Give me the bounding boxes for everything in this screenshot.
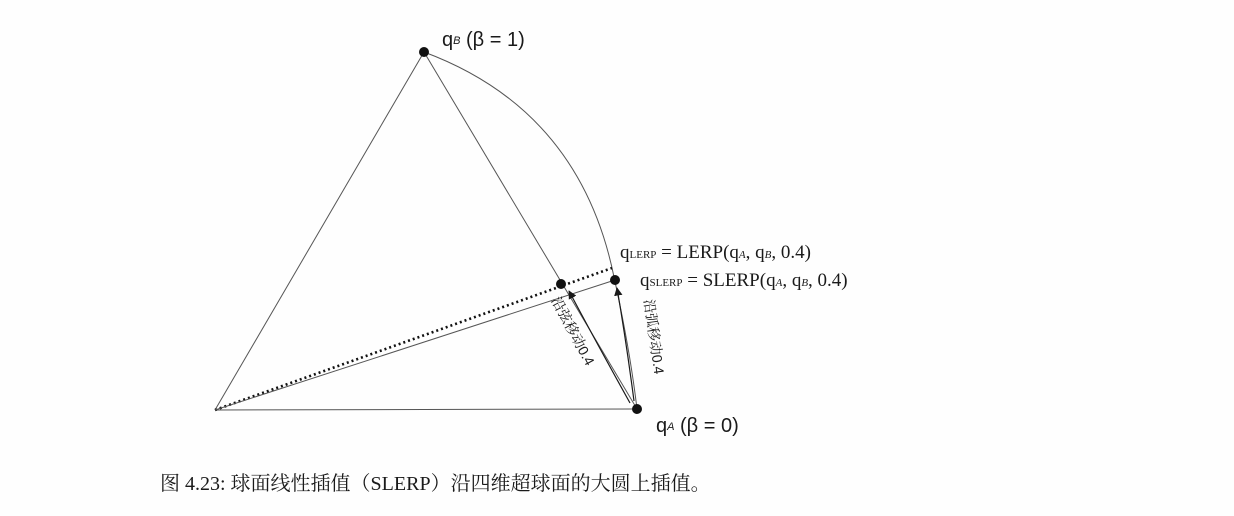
lerp-dotted-line bbox=[215, 268, 612, 410]
label-slerp: qSLERP = SLERP(qA, qB, 0.4) bbox=[640, 270, 848, 291]
point-slerp bbox=[610, 275, 620, 285]
point-qB bbox=[419, 47, 429, 57]
point-lerp bbox=[556, 279, 566, 289]
label-qB: qB (β = 1) bbox=[442, 29, 525, 51]
chord-qA-qB bbox=[424, 52, 637, 409]
edge-origin-qA bbox=[215, 409, 637, 410]
figure-caption: 图 4.23: 球面线性插值（SLERP）沿四维超球面的大圆上插值。 bbox=[160, 473, 711, 495]
label-lerp: qLERP = LERP(qA, qB, 0.4) bbox=[620, 242, 811, 263]
chord-move-label: 沿弦移动0.4 bbox=[548, 293, 598, 369]
point-qA bbox=[632, 404, 642, 414]
arc-move-label: 沿弧移动0.4 bbox=[641, 298, 668, 376]
label-qA: qA (β = 0) bbox=[656, 415, 739, 437]
edge-origin-qB bbox=[215, 52, 424, 410]
